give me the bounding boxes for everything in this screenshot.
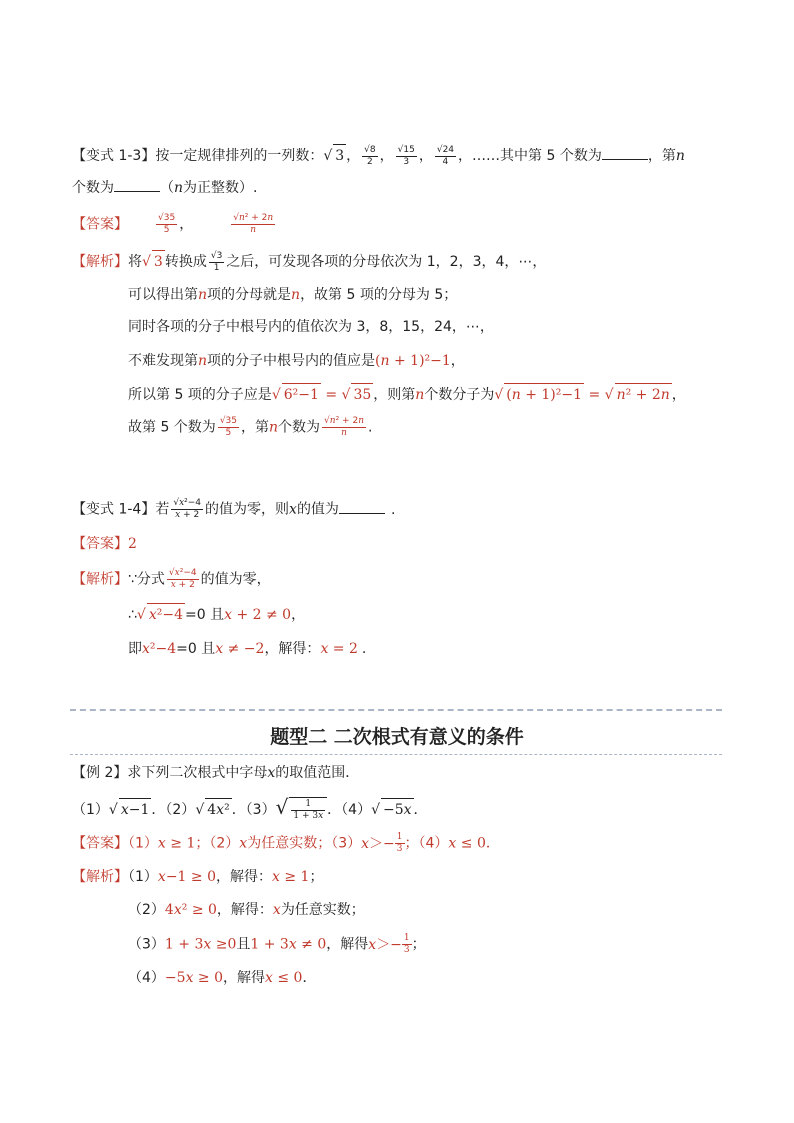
v13-answer: 【答案】 $\frac{√35}{5}$ ， $\frac{\text{√n² + 2n}}{n}$: [72, 213, 274, 235]
v13-question-text: 按一定规律排列的一列数：: [155, 148, 324, 164]
sqrt-frac-1-over-1-plus-3x: √ $\frac{1}{1 + 3x}$: [276, 802, 328, 818]
formula-sqrt-6sq-minus-1: √ 6²−1 = √ 35: [272, 387, 373, 403]
answer-label: 【答案】: [72, 216, 128, 233]
frac-sqrt3-over-1: $\frac{√3}{1}$: [210, 250, 223, 273]
answer-blank: [114, 177, 160, 192]
ex2-question: 【例 2】求下列二次根式中字母x的取值范围．: [72, 765, 360, 781]
sqrt-minus-5x: √ −5x: [371, 802, 413, 818]
v13-analysis-line3: 同时各项的分子中根号内的值依次为 3，8，15，24，⋯，: [128, 319, 494, 335]
v13-analysis-line5: 所以第 5 项的分子应是√ 6²−1 = √ 35 ，则第n个数分子为√ (n + 1)²−1 = √ n² + 2n ，: [128, 383, 686, 406]
answer-frac-sqrt-n2-2n-over-n: $\frac{\text{√n² + 2n}}{n}$: [233, 213, 274, 235]
v14-label: 【变式 1-4】: [72, 501, 156, 518]
ex2-analysis-line4: （4）−5x ≥ 0，解得x ≤ 0．: [128, 970, 317, 986]
ex2-analysis-line3: （3）1 + 3x ≥0且1 + 3x ≠ 0，解得x＞− $\frac{1}{3}$ ；: [128, 933, 426, 955]
v13-analysis-line6: 故第 5 个数为 $\frac{√35}{5}$ ，第n个数为 $\frac{\text{√n² + 2n}}{n}$ .: [128, 416, 373, 438]
sqrt-x-minus-1: √ x−1: [109, 802, 151, 818]
answer-label: 【答案】: [72, 835, 128, 852]
formula-n-plus-1-squared-minus-1: (n + 1)²−1: [375, 353, 451, 369]
v13-label: 【变式 1-3】: [72, 148, 156, 164]
frac-sqrt15-over-3: $\frac{√15}{3}$: [397, 144, 415, 167]
v13-analysis-line1: 【解析】将√ 3 转换成 $\frac{√3}{1}$ 之后，可发现各项的分母依次为 1，2，3，4，⋯，: [72, 250, 546, 274]
section-divider-bottom: [70, 754, 722, 755]
section-divider-top: [70, 709, 722, 711]
v14-analysis-line3: 即x²−4=0 且x ≠ −2，解得：x = 2 .: [128, 641, 367, 657]
v13-question-line1: 【变式 1-3】按一定规律排列的一列数：√ 3 ， $\frac{√8}{2}$ ， $\frac{√15}{3}$ ， $\frac{√24}{4}$ ，……其中第 5 个数为 ，第n: [72, 144, 685, 168]
answer-blank: [602, 145, 648, 160]
frac-sqrt-x2-4-over-x-plus-2: $\frac{\text{√x²−4}}{x + 2}$: [173, 498, 202, 520]
v13-analysis-line2: 可以得出第n项的分母就是n，故第 5 项的分母为 5；: [128, 287, 458, 303]
v14-answer: [72, 533, 137, 555]
frac-sqrt35-over-5: $\frac{√35}{5}$: [219, 416, 237, 438]
formula-sqrt-n-plus-1-sq: √ (n + 1)²−1 = √ n² + 2n: [494, 387, 671, 403]
answer-value: 2: [128, 536, 137, 552]
sqrt3: √ 3: [323, 148, 346, 164]
section-title: 题型二 二次根式有意义的条件: [270, 726, 524, 748]
frac-sqrt-n2-2n-over-n: $\frac{\text{√n² + 2n}}{n}$: [324, 416, 364, 438]
analysis-label: 【解析】: [72, 869, 128, 885]
analysis-label: 【解析】: [72, 254, 128, 270]
analysis-label: 【解析】: [72, 571, 128, 588]
v14-analysis-line2: ∴√ x²−4 =0 且x + 2 ≠ 0，: [128, 603, 305, 626]
answer-label: 【答案】: [72, 536, 128, 552]
frac-sqrt24-over-4: $\frac{√24}{4}$: [436, 144, 455, 167]
answer-frac-sqrt35-over-5: $\frac{√35}{5}$: [158, 213, 176, 235]
v14-analysis-line1: 【解析】∵分式 $\frac{\text{√x²−4}}{x + 2}$ 的值为零，: [72, 568, 271, 590]
frac-sqrt-x2-4-over-x-plus-2: $\frac{\text{√x²−4}}{x + 2}$: [168, 568, 197, 590]
ex2-label: 【例 2】: [72, 765, 128, 781]
ex2-answer: 【答案】（1）x ≥ 1；（2）x为任意实数；（3）x＞− $\frac{1}{3}$ ；（4）x ≤ 0．: [72, 832, 500, 854]
ex2-analysis-line1: 【解析】（1）x−1 ≥ 0，解得：x ≥ 1；: [72, 869, 324, 885]
ex2-analysis-line2: （2）4x² ≥ 0，解得：x为任意实数；: [128, 902, 365, 918]
sqrt-4x2: √ 4x²: [195, 802, 231, 818]
answer-blank: [339, 499, 385, 514]
ex2-parts: （1）√ x−1 ．（2）√ 4x² ．（3）√ $\frac{1}{1 + 3x}$ ．（4）√ −5x ．: [72, 796, 428, 822]
v13-question-line2: 个数为 （n为正整数）.: [72, 177, 257, 199]
v13-analysis-line4: 不难发现第n项的分子中根号内的值应是(n + 1)²−1，: [128, 353, 465, 369]
frac-sqrt8-over-2: $\frac{√8}{2}$: [364, 144, 376, 167]
v14-question: 【变式 1-4】若 $\frac{\text{√x²−4}}{x + 2}$ 的值为零，则x的值为 .: [72, 498, 396, 520]
